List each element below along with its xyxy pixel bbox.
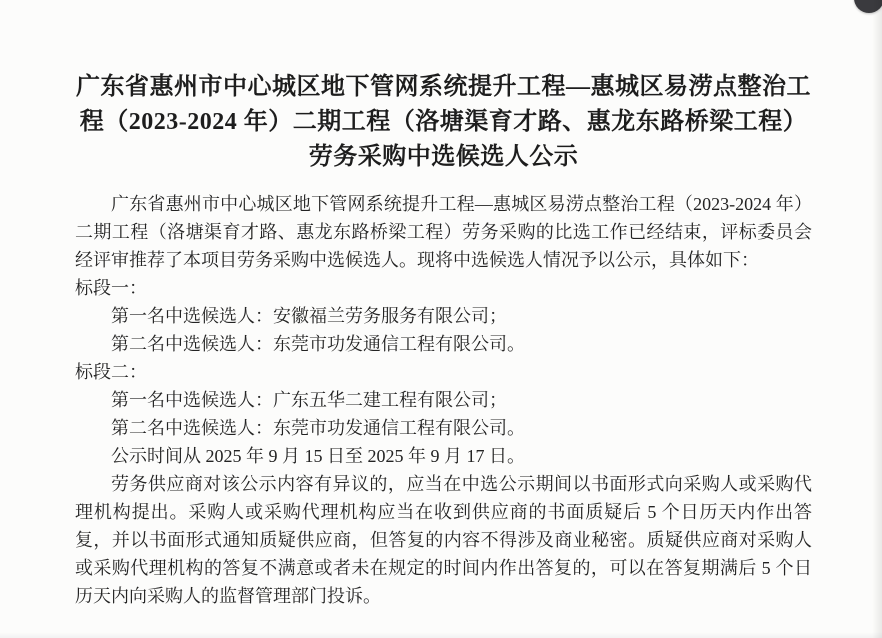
publicity-period: 公示时间从 2025 年 9 月 15 日至 2025 年 9 月 17 日。 <box>111 446 525 466</box>
section-1-label: 标段一： <box>75 278 147 298</box>
title-line-1: 广东省惠州市中心城区地下管网系统提升工程—惠城区易涝点整治工 <box>76 74 811 100</box>
section-1-candidate-2: 第二名中选候选人：东莞市功发通信工程有限公司。 <box>111 334 525 354</box>
intro-paragraph: 广东省惠州市中心城区地下管网系统提升工程—惠城区易涝点整治工程（2023-2024 年）二期工程（洛塘渠育才路、惠龙东路桥梁工程）劳务采购的比选工作已经结束，评标委员会经评审推荐了本项目劳务采购中选候选人。现将中选候选人情况予以公示，具体如下： <box>75 194 812 270</box>
section-1-candidate-1: 第一名中选候选人：安徽福兰劳务服务有限公司； <box>111 306 507 326</box>
title-line-2: 程（2023-2024 年）二期工程（洛塘渠育才路、惠龙东路桥梁工程） <box>79 109 808 135</box>
scan-edge-shadow-right <box>872 0 882 638</box>
title-line-3: 劳务采购中选候选人公示 <box>308 144 579 170</box>
section-2-label: 标段二： <box>75 362 147 382</box>
scan-edge-shadow-bottom <box>0 632 882 638</box>
objection-notice: 劳务供应商对该公示内容有异议的，应当在中选公示期间以书面形式向采购人或采购代理机构提出。采购人或采购代理机构应当在收到供应商的书面质疑后 5 个日历天内作出答复，并以书面形式通知质疑供应商，但答复的内容不得涉及商业秘密。质疑供应商对采购人或采购代理机构的答复不满意或者未在规定的时间内作出答复的，可以在答复期满后 5 个日历天内向采购人的监督管理部门投诉。 <box>75 474 812 606</box>
section-2-candidate-2: 第二名中选候选人：东莞市功发通信工程有限公司。 <box>111 418 525 438</box>
announcement-document <box>75 70 812 610</box>
document-title <box>75 70 812 175</box>
section-2-candidate-1: 第一名中选候选人：广东五华二建工程有限公司； <box>111 390 507 410</box>
document-body <box>75 190 812 610</box>
floating-corner-button[interactable] <box>854 0 882 13</box>
